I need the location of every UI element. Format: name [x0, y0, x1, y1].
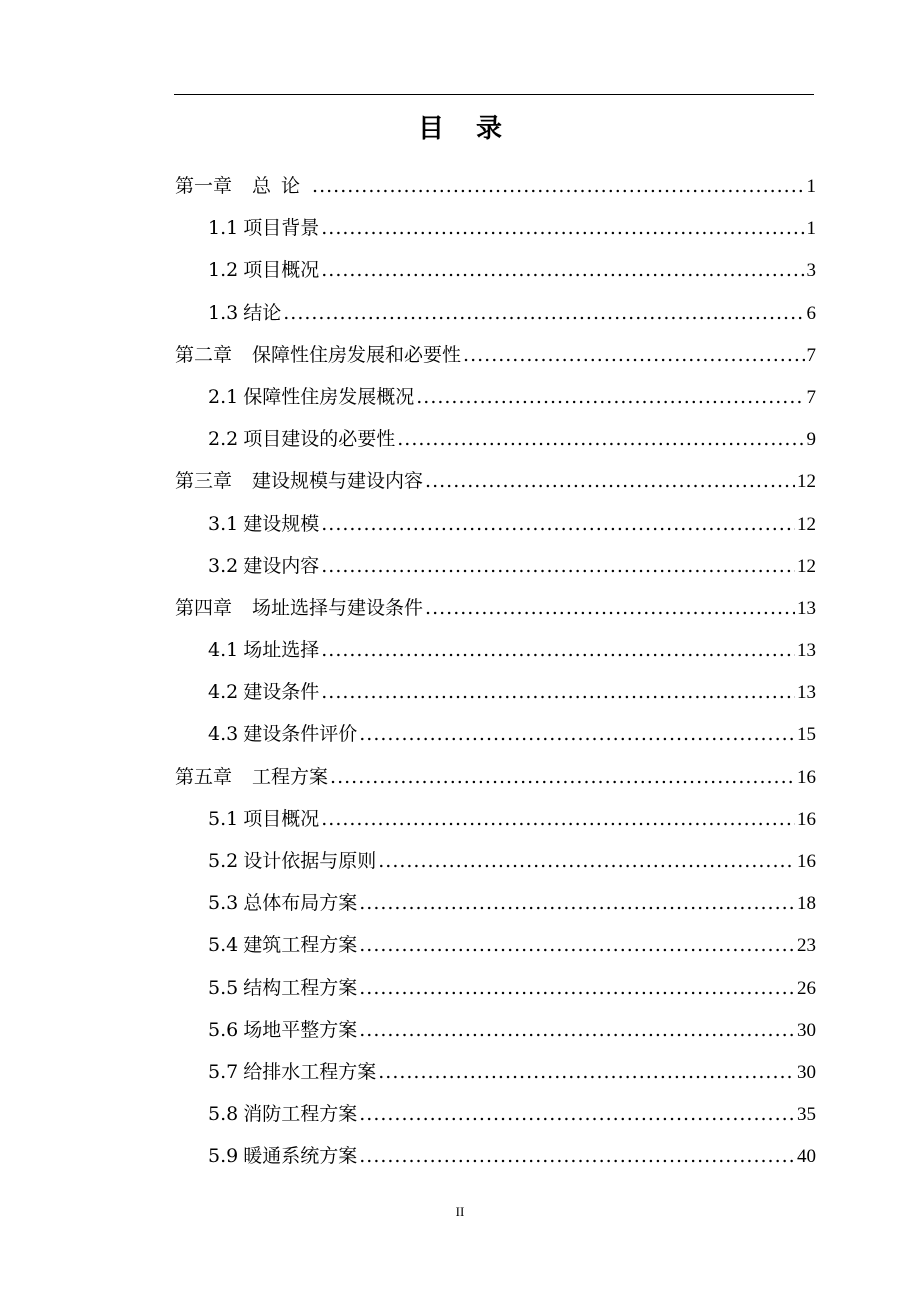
table-of-contents: [175, 165, 816, 1178]
toc-entry-label: [208, 924, 357, 966]
toc-entry-label: [208, 207, 319, 249]
toc-entry-number: 5.9: [208, 1145, 239, 1168]
toc-page-number: 1: [806, 176, 816, 197]
toc-entry-number: 第四章: [175, 596, 233, 619]
toc-entry-label: [175, 587, 423, 629]
toc-entry-number: 2.1: [208, 385, 239, 408]
toc-entry-text: 场址选择与建设条件: [252, 596, 424, 619]
toc-dot-leader: [330, 756, 795, 798]
toc-entry-text: 消防工程方案: [243, 1103, 358, 1126]
toc-entry-label: [208, 376, 414, 418]
toc-entry-number: 第五章: [175, 765, 233, 788]
toc-dot-leader: [321, 249, 804, 291]
toc-entry-number: 5.7: [208, 1060, 239, 1083]
toc-dot-leader: [359, 713, 795, 755]
toc-section-entry[interactable]: [175, 1093, 816, 1135]
toc-page-number: 35: [797, 1104, 816, 1126]
toc-entry-number: 5.3: [208, 892, 239, 915]
toc-entry-text: 项目背景: [243, 217, 320, 240]
toc-page-number: 13: [797, 682, 816, 704]
toc-entry-label: [208, 882, 357, 924]
toc-entry-label: [208, 292, 281, 334]
toc-entry-number: 1.3: [208, 301, 239, 324]
toc-entry-number: 1.2: [208, 259, 239, 282]
toc-dot-leader: [416, 376, 804, 418]
toc-dot-leader: [397, 418, 804, 460]
toc-dot-leader: [425, 587, 795, 629]
toc-dot-leader: [359, 967, 795, 1009]
toc-entry-text: 保障性住房发展概况: [243, 385, 415, 408]
toc-page-number: 16: [797, 808, 816, 830]
toc-entry-number: 4.3: [208, 723, 239, 746]
toc-dot-leader: [378, 1051, 795, 1093]
header-rule: [174, 94, 814, 95]
page-title: 目录: [417, 114, 534, 144]
toc-page-number: 12: [797, 513, 816, 535]
toc-page-number: 30: [797, 1019, 816, 1041]
toc-entry-text: 暖通系统方案: [243, 1145, 358, 1168]
toc-section-entry[interactable]: [175, 713, 816, 755]
toc-dot-leader: [425, 460, 795, 502]
toc-entry-text: 工程方案: [252, 765, 329, 788]
toc-entry-label: [208, 418, 395, 460]
toc-section-entry[interactable]: [175, 798, 816, 840]
toc-entry-number: 第二章: [175, 343, 233, 366]
toc-entry-label: [208, 671, 319, 713]
toc-section-entry[interactable]: [175, 840, 816, 882]
toc-section-entry[interactable]: [175, 671, 816, 713]
toc-entry-text: 结构工程方案: [243, 976, 358, 999]
toc-entry-number: 2.2: [208, 428, 239, 451]
toc-page-number: 13: [797, 597, 816, 619]
toc-dot-leader: [378, 840, 795, 882]
toc-dot-leader: [359, 882, 795, 924]
toc-entry-number: 3.2: [208, 554, 239, 577]
toc-chapter-entry[interactable]: [175, 334, 816, 376]
toc-dot-leader: [321, 671, 795, 713]
toc-page-number: 26: [797, 977, 816, 999]
toc-entry-label: [208, 1135, 357, 1177]
toc-entry-text: 建设规模与建设内容: [252, 470, 424, 493]
toc-entry-text: 建设内容: [243, 554, 320, 577]
toc-entry-label: [208, 629, 319, 671]
toc-page-number: 16: [797, 851, 816, 872]
toc-section-entry[interactable]: [175, 1135, 816, 1177]
toc-page-number: 6: [806, 302, 816, 324]
toc-entry-label: [175, 334, 461, 376]
toc-entry-label: [208, 1051, 376, 1093]
toc-entry-text: 设计依据与原则: [243, 850, 377, 872]
toc-entry-label: [208, 249, 319, 291]
toc-page-number: 13: [797, 640, 816, 662]
toc-section-entry[interactable]: [175, 924, 816, 966]
toc-entry-number: 5.2: [208, 850, 239, 872]
toc-section-entry[interactable]: [175, 503, 816, 545]
toc-page-number: 16: [797, 766, 816, 788]
toc-entry-text: 保障性住房发展和必要性: [252, 343, 462, 366]
toc-entry-text: 场址选择: [243, 639, 320, 662]
toc-page-number: 40: [797, 1146, 816, 1168]
toc-dot-leader: [321, 798, 795, 840]
toc-entry-label: [175, 165, 310, 207]
toc-entry-text: 场地平整方案: [243, 1018, 358, 1041]
toc-entry-text: 结论: [243, 301, 282, 324]
toc-page-number: 9: [806, 429, 816, 451]
toc-entry-number: 4.2: [208, 681, 239, 704]
toc-entry-label: [208, 1009, 357, 1051]
toc-section-entry[interactable]: [175, 249, 816, 291]
toc-section-entry[interactable]: [175, 967, 816, 1009]
toc-section-entry[interactable]: [175, 1009, 816, 1051]
toc-dot-leader: [321, 545, 795, 587]
toc-entry-label: [175, 460, 423, 502]
toc-chapter-entry[interactable]: [175, 756, 816, 798]
toc-entry-text: 建设规模: [243, 512, 320, 535]
toc-chapter-entry[interactable]: [175, 587, 816, 629]
toc-entry-label: [208, 503, 319, 545]
toc-page-number: 7: [806, 344, 816, 366]
toc-entry-text: 项目概况: [243, 807, 320, 830]
toc-section-entry[interactable]: [175, 629, 816, 671]
toc-entry-number: 第三章: [175, 470, 233, 493]
toc-entry-number: 1.1: [208, 217, 239, 240]
toc-entry-label: [208, 545, 319, 587]
toc-entry-number: 5.5: [208, 976, 239, 999]
toc-entry-label: [208, 713, 357, 755]
toc-dot-leader: [321, 629, 795, 671]
toc-section-entry[interactable]: [175, 418, 816, 460]
toc-page-number: 1: [806, 218, 816, 240]
toc-entry-label: [208, 840, 376, 882]
toc-entry-label: [208, 967, 357, 1009]
toc-page-number: 18: [797, 893, 816, 915]
toc-chapter-entry[interactable]: [175, 165, 816, 207]
toc-dot-leader: [359, 1009, 795, 1051]
toc-entry-text: 项目概况: [243, 259, 320, 282]
toc-entry-label: [175, 756, 328, 798]
toc-entry-text: 项目建设的必要性: [243, 428, 396, 451]
toc-entry-number: 第一章: [175, 175, 233, 197]
toc-dot-leader: [312, 165, 804, 207]
toc-entry-text: 建设条件评价: [243, 723, 358, 746]
toc-entry-number: 5.1: [208, 807, 239, 830]
toc-page-number: 23: [797, 935, 816, 957]
toc-dot-leader: [283, 292, 804, 334]
toc-page-number: 7: [806, 386, 816, 408]
toc-entry-number: 4.1: [208, 639, 239, 662]
toc-entry-number: 5.8: [208, 1103, 239, 1126]
toc-dot-leader: [359, 1135, 795, 1177]
toc-section-entry[interactable]: [175, 882, 816, 924]
toc-chapter-entry[interactable]: [175, 460, 816, 502]
toc-entry-number: 3.1: [208, 512, 239, 535]
toc-entry-text: 总论: [252, 175, 311, 197]
toc-section-entry[interactable]: [175, 545, 816, 587]
page-number: II: [455, 1204, 465, 1219]
toc-dot-leader: [359, 924, 795, 966]
toc-page-number: 30: [797, 1061, 816, 1083]
toc-page-number: 12: [797, 555, 816, 577]
toc-section-entry[interactable]: [175, 292, 816, 334]
toc-dot-leader: [321, 207, 804, 249]
toc-entry-number: 5.4: [208, 934, 239, 957]
toc-entry-text: 建筑工程方案: [243, 934, 358, 957]
toc-section-entry[interactable]: [175, 376, 816, 418]
toc-section-entry[interactable]: [175, 207, 816, 249]
toc-entry-label: [208, 798, 319, 840]
toc-entry-label: [208, 1093, 357, 1135]
toc-page-number: 12: [797, 471, 816, 493]
toc-page-number: 15: [797, 724, 816, 746]
toc-section-entry[interactable]: [175, 1051, 816, 1093]
toc-entry-text: 给排水工程方案: [243, 1060, 377, 1083]
toc-dot-leader: [463, 334, 804, 376]
toc-entry-number: 5.6: [208, 1018, 239, 1041]
toc-entry-text: 建设条件: [243, 681, 320, 704]
toc-page-number: 3: [806, 260, 816, 282]
toc-dot-leader: [321, 503, 795, 545]
toc-dot-leader: [359, 1093, 795, 1135]
toc-entry-text: 总体布局方案: [243, 892, 358, 915]
